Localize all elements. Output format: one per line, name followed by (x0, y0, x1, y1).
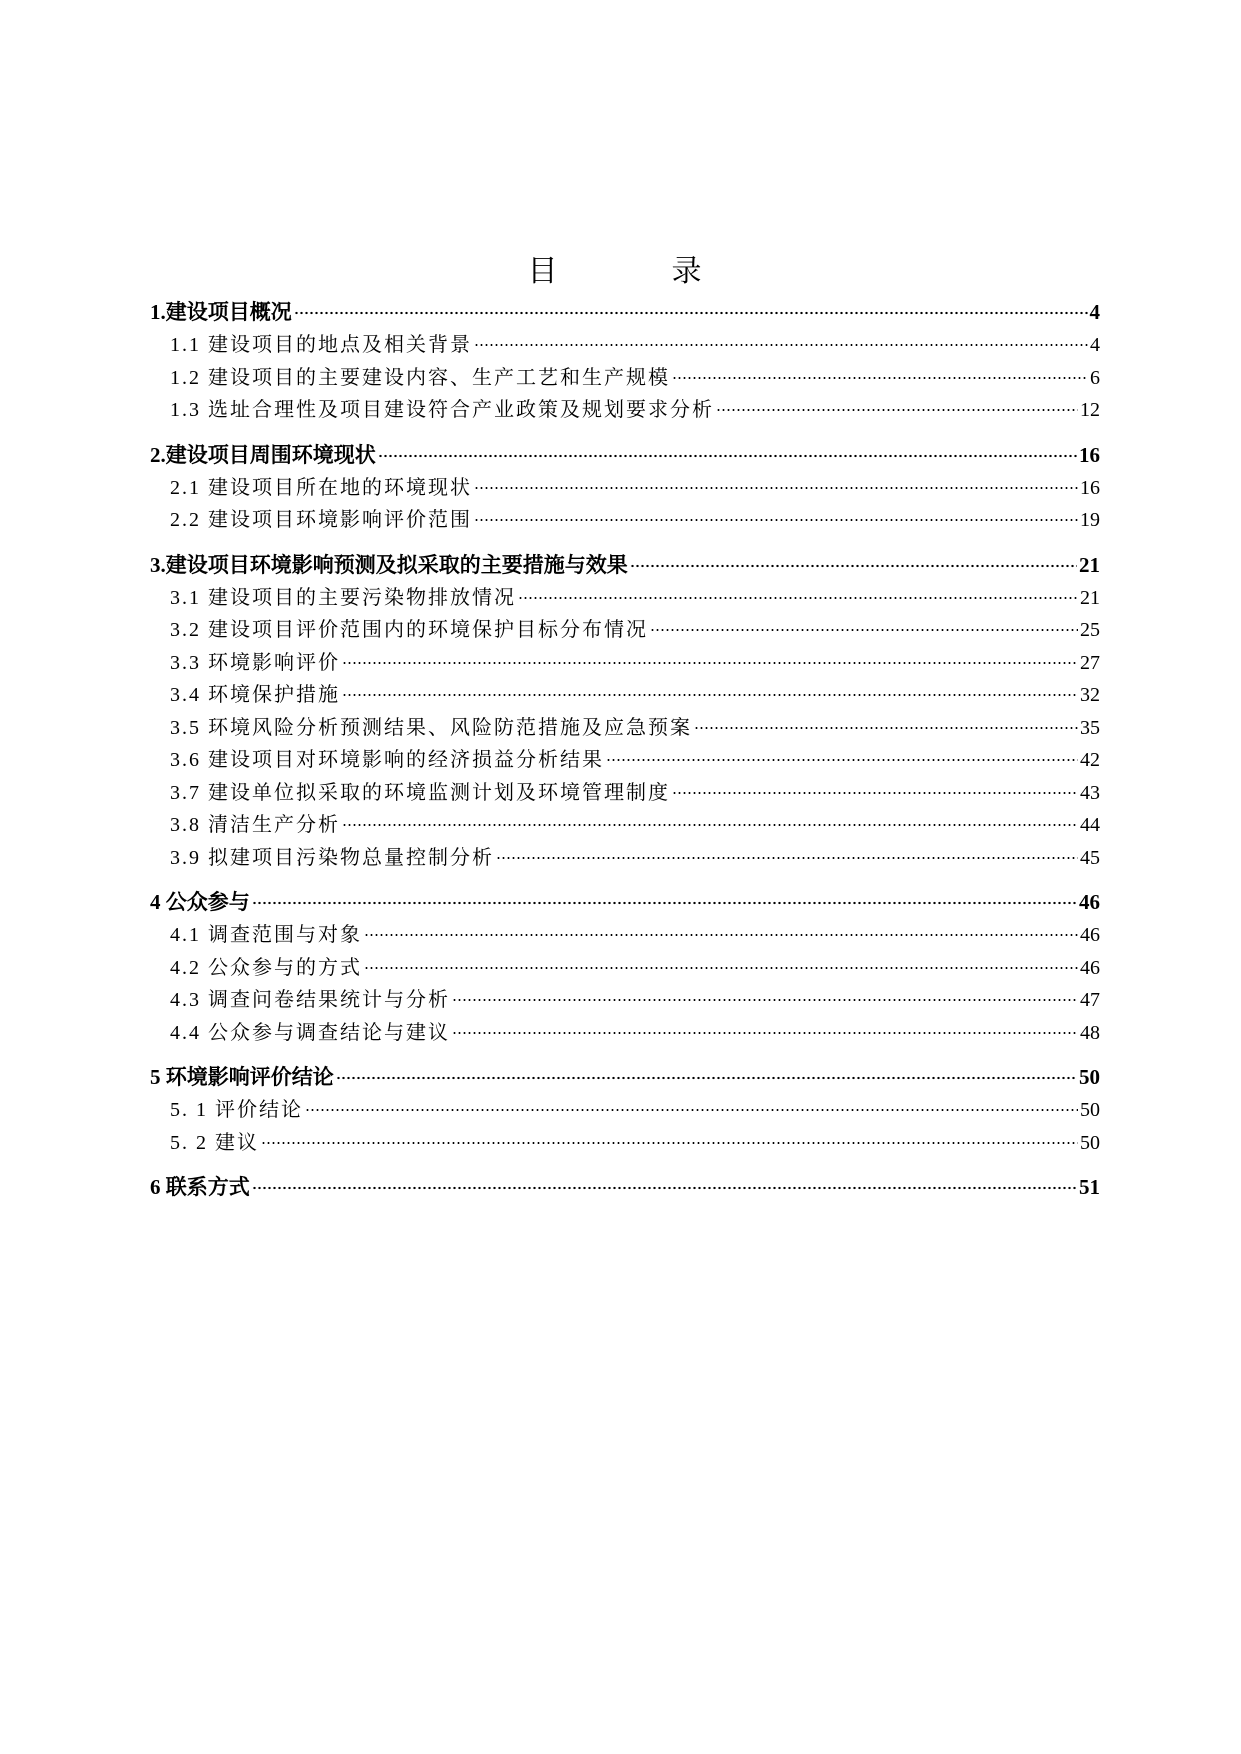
toc-entry-label: 5. 2 建议 (170, 1131, 259, 1154)
toc-entry-label: 4.4 公众参与调查结论与建议 (170, 1021, 450, 1044)
toc-page-number: 51 (1079, 1175, 1100, 1199)
toc-dot-leader (294, 311, 1088, 315)
toc-page-number: 50 (1080, 1131, 1100, 1154)
toc-page-number: 4 (1089, 300, 1100, 324)
toc-entry-label: 3.7 建设单位拟采取的环境监测计划及环境管理制度 (170, 781, 670, 804)
toc-entry-label: 4 公众参与 (150, 890, 250, 914)
toc-section-entry[interactable] (150, 918, 1100, 951)
toc-page-number: 46 (1079, 890, 1100, 914)
toc-page-number: 16 (1080, 476, 1100, 499)
toc-section-entry[interactable] (150, 361, 1100, 394)
toc-dot-leader (261, 1141, 1078, 1145)
toc-chapter-entry[interactable] (150, 549, 1100, 581)
toc-page-number: 50 (1079, 1065, 1100, 1089)
toc-page-number: 44 (1080, 814, 1100, 836)
toc-section-entry[interactable] (150, 983, 1100, 1016)
toc-entry-label: 1.3 选址合理性及项目建设符合产业政策及规划要求分析 (170, 399, 714, 421)
toc-chapter-entry[interactable] (150, 439, 1100, 471)
toc-entry-label: 4.1 调查范围与对象 (170, 924, 362, 946)
toc-entry-label: 1.2 建设项目的主要建设内容、生产工艺和生产规模 (170, 366, 670, 389)
toc-entry-label: 5. 1 评价结论 (170, 1099, 303, 1121)
toc-dot-leader (305, 1108, 1078, 1112)
toc-section-entry[interactable] (150, 646, 1100, 679)
toc-section-entry[interactable] (150, 808, 1100, 841)
toc-dot-leader (694, 726, 1078, 730)
toc-section-entry[interactable] (150, 841, 1100, 874)
toc-dot-leader (606, 758, 1078, 762)
toc-dot-leader (630, 564, 1077, 568)
toc-dot-leader (474, 518, 1078, 522)
toc-dot-leader (452, 1031, 1078, 1035)
toc-chapter-entry[interactable] (150, 886, 1100, 918)
toc-section-entry[interactable] (150, 951, 1100, 984)
toc-entry-label: 3.4 环境保护措施 (170, 684, 340, 706)
toc-entry-label: 1.1 建设项目的地点及相关背景 (170, 334, 472, 356)
toc-page-number: 47 (1080, 989, 1100, 1011)
toc-dot-leader (650, 628, 1078, 632)
toc-entry-label: 3.1 建设项目的主要污染物排放情况 (170, 586, 516, 609)
toc-entry-label: 2.1 建设项目所在地的环境现状 (170, 476, 472, 499)
toc-entry-label: 2.2 建设项目环境影响评价范围 (170, 509, 472, 531)
toc-section-entry[interactable] (150, 1016, 1100, 1049)
toc-section-entry[interactable] (150, 503, 1100, 536)
toc-entry-label: 3.6 建设项目对环境影响的经济损益分析结果 (170, 749, 604, 771)
toc-dot-leader (364, 966, 1078, 970)
toc-page-number: 12 (1080, 399, 1100, 421)
toc-entry-label: 2.建设项目周围环境现状 (150, 442, 376, 467)
toc-section-entry[interactable] (150, 711, 1100, 744)
table-of-contents (150, 296, 1100, 1203)
toc-entry-label: 1.建设项目概况 (150, 300, 292, 324)
toc-page-number: 6 (1090, 366, 1100, 389)
toc-page-number: 50 (1080, 1099, 1100, 1121)
toc-dot-leader (474, 486, 1078, 490)
toc-page-number: 27 (1080, 651, 1100, 674)
toc-entry-label: 3.3 环境影响评价 (170, 651, 340, 674)
toc-page-number: 46 (1080, 956, 1100, 979)
toc-page-number: 21 (1079, 552, 1100, 577)
toc-section-entry[interactable] (150, 743, 1100, 776)
toc-dot-leader (378, 454, 1077, 458)
toc-section-entry[interactable] (150, 678, 1100, 711)
toc-entry-label: 3.2 建设项目评价范围内的环境保护目标分布情况 (170, 619, 648, 641)
toc-page-number: 42 (1080, 749, 1100, 771)
toc-page-number: 45 (1080, 846, 1100, 869)
toc-page-number: 48 (1080, 1021, 1100, 1044)
toc-section-entry[interactable] (150, 1126, 1100, 1159)
toc-dot-leader (496, 856, 1078, 860)
toc-dot-leader (672, 791, 1078, 795)
toc-chapter-entry[interactable] (150, 296, 1100, 328)
toc-entry-label: 3.建设项目环境影响预测及拟采取的主要措施与效果 (150, 552, 628, 577)
toc-page-number: 21 (1080, 586, 1100, 609)
toc-dot-leader (342, 693, 1078, 697)
toc-entry-label: 4.3 调查问卷结果统计与分析 (170, 989, 450, 1011)
toc-page-number: 25 (1080, 619, 1100, 641)
toc-page-number: 4 (1090, 334, 1100, 356)
toc-dot-leader (342, 823, 1078, 827)
toc-entry-label: 6 联系方式 (150, 1175, 250, 1199)
toc-chapter-entry[interactable] (150, 1171, 1100, 1203)
toc-page-number: 19 (1080, 509, 1100, 531)
toc-title: 目 录 (527, 254, 744, 290)
toc-entry-label: 4.2 公众参与的方式 (170, 956, 362, 979)
toc-section-entry[interactable] (150, 471, 1100, 504)
toc-entry-label: 3.9 拟建项目污染物总量控制分析 (170, 846, 494, 869)
toc-dot-leader (452, 998, 1078, 1002)
toc-dot-leader (474, 343, 1088, 347)
toc-dot-leader (716, 408, 1078, 412)
toc-page-number: 32 (1080, 684, 1100, 706)
toc-entry-label: 3.8 清洁生产分析 (170, 814, 340, 836)
toc-dot-leader (252, 901, 1077, 905)
toc-entry-label: 5 环境影响评价结论 (150, 1065, 334, 1089)
toc-dot-leader (518, 596, 1078, 600)
toc-page-number: 35 (1080, 716, 1100, 739)
toc-page-number: 16 (1079, 442, 1100, 467)
toc-dot-leader (364, 933, 1078, 937)
toc-dot-leader (672, 376, 1088, 380)
toc-dot-leader (342, 661, 1078, 665)
toc-dot-leader (336, 1076, 1077, 1080)
toc-dot-leader (252, 1186, 1077, 1190)
toc-page-number: 46 (1080, 924, 1100, 946)
toc-section-entry[interactable] (150, 393, 1100, 426)
toc-entry-label: 3.5 环境风险分析预测结果、风险防范措施及应急预案 (170, 716, 692, 739)
toc-section-entry[interactable] (150, 613, 1100, 646)
toc-section-entry[interactable] (150, 1093, 1100, 1126)
toc-page-number: 43 (1080, 781, 1100, 804)
toc-section-entry[interactable] (150, 581, 1100, 614)
toc-chapter-entry[interactable] (150, 1061, 1100, 1093)
toc-section-entry[interactable] (150, 776, 1100, 809)
toc-section-entry[interactable] (150, 328, 1100, 361)
